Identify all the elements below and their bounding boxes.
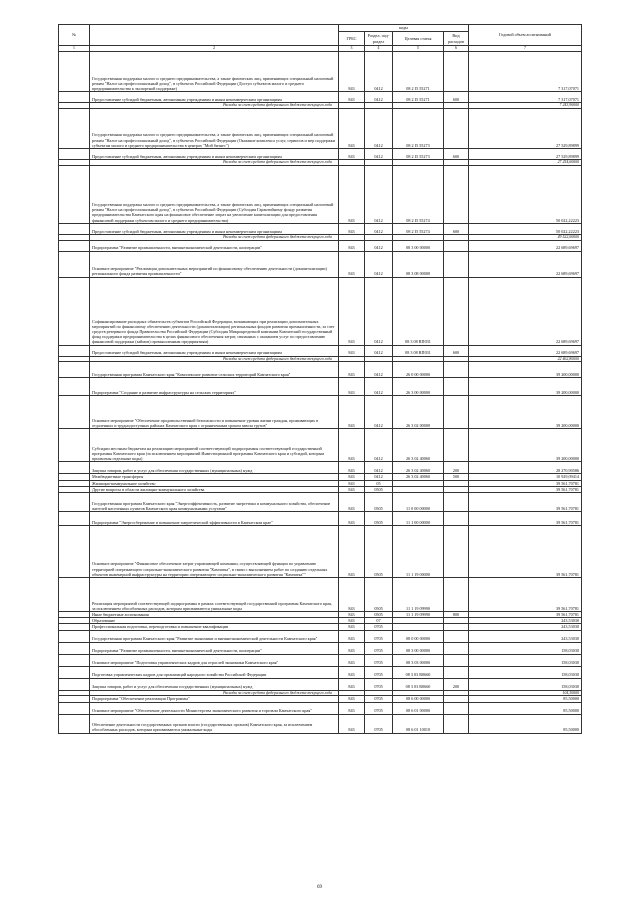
table-row <box>59 277 582 345</box>
budget-table <box>58 24 582 734</box>
target-cell: 26 3 02 40060 <box>393 429 444 462</box>
grbs-cell: 843 <box>339 240 365 251</box>
row-number-cell <box>59 702 90 714</box>
row-number-cell <box>59 240 90 251</box>
table-row <box>59 52 582 92</box>
row-number-cell <box>59 277 90 345</box>
grbs-cell: 843 <box>339 345 365 356</box>
amount-cell: 39 200,00000 <box>469 429 582 462</box>
target-cell: 26 3 00 00000 <box>393 378 444 396</box>
table-row <box>59 345 582 356</box>
row-name-cell: Основное мероприятие "Реализация дополнительных мероприятий по финансовому обеспечению деятельности (докапитализации) регионального фонда развития промышленности" <box>90 251 339 277</box>
grbs-cell: 843 <box>339 429 365 462</box>
target-cell: 08 3 03 R0660 <box>393 666 444 678</box>
amount-cell: 22 689,69697 <box>469 277 582 345</box>
table-row <box>59 526 582 578</box>
vid-cell <box>444 714 469 733</box>
vid-cell <box>444 362 469 378</box>
budget-table-sheet <box>58 24 581 734</box>
index-cell: 7 <box>469 46 582 52</box>
target-cell: 08 2 I5 55274 <box>393 165 444 223</box>
razdel-cell: 0412 <box>365 223 393 234</box>
grbs-cell: 843 <box>339 109 365 149</box>
vid-cell <box>444 642 469 654</box>
target-cell: 08 3 08 00000 <box>393 251 444 277</box>
target-cell: 08 3 00 00000 <box>393 642 444 654</box>
row-number-cell <box>59 630 90 642</box>
vid-cell <box>444 251 469 277</box>
target-cell: 08 2 I5 55274 <box>393 223 444 234</box>
amount-cell: 27 254,60000 <box>469 160 582 166</box>
grbs-cell: 843 <box>339 618 365 624</box>
amount-cell: 39 561,70781 <box>469 578 582 612</box>
vid-cell <box>444 578 469 612</box>
grbs-cell: 843 <box>339 486 365 492</box>
razdel-cell: 0705 <box>365 702 393 714</box>
row-name-cell: Подпрограмма "Развитие промышленности, внешнеэкономической деятельности, кооперации" <box>90 642 339 654</box>
vid-cell <box>444 52 469 92</box>
index-cell: 5 <box>393 46 444 52</box>
header-target: Целевая статья <box>393 32 444 46</box>
target-cell: 08 3 03 00000 <box>393 654 444 666</box>
target-cell: 08 3 08 RП031 <box>393 277 444 345</box>
row-name-cell: Обеспечение деятельности государственных органов власти (государственных органов) Камчатского края, за исключением обособленных расходов, которым присваиваются уникальные коды <box>90 714 339 733</box>
vid-cell <box>444 396 469 429</box>
amount-cell: 27 529,89899 <box>469 109 582 149</box>
amount-cell: 10 929,09414 <box>469 474 582 480</box>
grbs-cell: 843 <box>339 642 365 654</box>
amount-cell: 39 561,70781 <box>469 493 582 512</box>
amount-cell: 39 200,00000 <box>469 378 582 396</box>
row-name-cell: Предоставление субсидий бюджетным, автономным учреждениям и иным некоммерческим организациям <box>90 223 339 234</box>
target-cell: 08 3 03 R0660 <box>393 678 444 690</box>
razdel-cell: 0705 <box>365 666 393 678</box>
amount-cell: 28 270,90586 <box>469 462 582 474</box>
table-row <box>59 666 582 678</box>
vid-cell <box>444 240 469 251</box>
grbs-cell: 843 <box>339 462 365 474</box>
amount-cell: 85,50000 <box>469 696 582 702</box>
target-cell: 08 6 00 00000 <box>393 696 444 702</box>
target-cell: 08 2 I5 55273 <box>393 109 444 149</box>
row-name-cell: Субсидии местным бюджетам на реализацию мероприятий соответствующей подпрограммы соответствующей государственной программы Камчатского края (за исключением мероприятий Инвестиционной программы Камчатского края и субсидий, которым присвоены отдельные коды) <box>90 429 339 462</box>
table-row <box>59 493 582 512</box>
row-number-cell <box>59 396 90 429</box>
row-name-cell: Государственная поддержка малого и среднего предпринимательства, а также физических лиц, применяющих специальный налоговый режим "Налог на профессиональный доход", в субъектах Российской Федерации (Оказание комплекса услуг, сервисов и мер поддержки субъектам малого и среднего предпринимательства в центрах "Мой бизнес") <box>90 109 339 149</box>
row-name-cell: Основное мероприятие "Финансовое обеспечение затрат управляющей компании, осуществляющей функции по управлению территорией опережающего социально-экономического развития "Камчатка", в связи с выполнением работ по созданию отдельных объектов инженерной инфраструктуры на территории опережающего социально-экономического развития "Камчатка"" <box>90 526 339 578</box>
target-cell: 08 6 01 10010 <box>393 714 444 733</box>
vid-cell <box>444 630 469 642</box>
razdel-cell: 0412 <box>365 92 393 103</box>
amount-cell: 39 200,00000 <box>469 396 582 429</box>
row-number-cell <box>59 512 90 526</box>
amount-cell: 39 561,70781 <box>469 512 582 526</box>
razdel-cell: 0412 <box>365 240 393 251</box>
row-name-cell: Расходы за счет средств федерального бюджета текущего года <box>90 103 339 109</box>
grbs-cell: 843 <box>339 52 365 92</box>
grbs-cell: 843 <box>339 378 365 396</box>
razdel-cell: 0412 <box>365 362 393 378</box>
row-number-cell <box>59 251 90 277</box>
table-row <box>59 149 582 160</box>
grbs-cell: 843 <box>339 654 365 666</box>
row-number-cell <box>59 526 90 578</box>
grbs-cell: 843 <box>339 277 365 345</box>
razdel-cell: 0705 <box>365 714 393 733</box>
amount-cell: 243,53030 <box>469 618 582 624</box>
grbs-cell: 843 <box>339 474 365 480</box>
row-name-cell: Предоставление субсидий бюджетным, автономным учреждениям и иным некоммерческим организациям <box>90 149 339 160</box>
vid-cell: 200 <box>444 678 469 690</box>
header-row-top <box>59 25 582 32</box>
row-number-cell <box>59 429 90 462</box>
index-cell: 3 <box>339 46 365 52</box>
razdel-cell: 0505 <box>365 512 393 526</box>
grbs-cell: 843 <box>339 578 365 612</box>
target-cell: 08 2 I5 55271 <box>393 92 444 103</box>
razdel-cell: 0412 <box>365 378 393 396</box>
razdel-cell: 0412 <box>365 165 393 223</box>
amount-cell: 22 689,69697 <box>469 345 582 356</box>
grbs-cell: 843 <box>339 493 365 512</box>
amount-cell: 158,03030 <box>469 642 582 654</box>
table-row <box>59 702 582 714</box>
grbs-cell: 843 <box>339 480 365 486</box>
amount-cell: 27 529,89899 <box>469 149 582 160</box>
table-row <box>59 462 582 474</box>
header-grbs: ГРБС <box>339 32 365 46</box>
amount-cell: 49 522,00000 <box>469 234 582 240</box>
target-cell: 11 1 19 09990 <box>393 612 444 618</box>
razdel-cell: 0705 <box>365 654 393 666</box>
index-cell: 6 <box>444 46 469 52</box>
row-number-cell <box>59 714 90 733</box>
row-number-cell <box>59 52 90 92</box>
razdel-cell: 0705 <box>365 642 393 654</box>
row-number-cell <box>59 223 90 234</box>
vid-cell <box>444 666 469 678</box>
vid-cell <box>444 429 469 462</box>
table-row <box>59 578 582 612</box>
target-cell: 26 3 02 40060 <box>393 462 444 474</box>
vid-cell <box>444 512 469 526</box>
grbs-cell: 843 <box>339 702 365 714</box>
grbs-cell: 843 <box>339 149 365 160</box>
row-name-cell: Подпрограмма "Обеспечение реализации Программы" <box>90 696 339 702</box>
razdel-cell: 0705 <box>365 678 393 690</box>
row-name-cell: Основное мероприятие "Обеспечение продовольственной безопасности и повышение уровня жизни граждан, проживающих в отдаленных и труднодоступных районах Камчатского края с ограниченным сроком завоза грузов" <box>90 396 339 429</box>
amount-cell: 50 022,22223 <box>469 165 582 223</box>
row-name-cell: Основное мероприятие "Обеспечение деятельности Министерства экономического развития и торговли Камчатского края" <box>90 702 339 714</box>
row-name-cell: Реализация мероприятий соответствующей подпрограммы в рамках соответствующей государственной программы Камчатского края, за исключением обособленных расходов, которым присваиваются уникальные коды <box>90 578 339 612</box>
table-row <box>59 251 582 277</box>
row-name-cell: Закупка товаров, работ и услуг для обеспечения государственных (муниципальных) нужд <box>90 462 339 474</box>
index-cell: 1 <box>59 46 90 52</box>
target-cell: 11 1 19 09990 <box>393 578 444 612</box>
row-name-cell: Подготовка управленческих кадров для организаций народного хозяйства Российской Федерации <box>90 666 339 678</box>
vid-cell <box>444 378 469 396</box>
row-name-cell: Подпрограмма "Развитие промышленности, внешнеэкономической деятельности, кооперации" <box>90 240 339 251</box>
razdel-cell: 0412 <box>365 52 393 92</box>
grbs-cell: 843 <box>339 696 365 702</box>
vid-cell: 600 <box>444 149 469 160</box>
row-name-cell: Расходы за счет средств федерального бюджета текущего года <box>90 690 339 696</box>
amount-cell: 158,03030 <box>469 678 582 690</box>
amount-cell: 39 561,70781 <box>469 486 582 492</box>
target-cell: 08 3 08 RП031 <box>393 345 444 356</box>
amount-cell: 7 317,07071 <box>469 92 582 103</box>
row-name-cell: Межбюджетные трансферты <box>90 474 339 480</box>
razdel-cell: 05 <box>365 480 393 486</box>
row-name-cell: Расходы за счет средств федерального бюджета текущего года <box>90 356 339 362</box>
razdel-cell: 0412 <box>365 396 393 429</box>
row-number-cell <box>59 378 90 396</box>
header-razdel: Раздел, под-раздел <box>365 32 393 46</box>
header-name <box>90 25 339 46</box>
table-row <box>59 109 582 149</box>
amount-cell: 39 200,00000 <box>469 362 582 378</box>
razdel-cell: 0705 <box>365 696 393 702</box>
page-number: 69 <box>317 885 322 890</box>
row-name-cell: Государственная поддержка малого и среднего предпринимательства, а также физических лиц, применяющих специальный налоговый режим "Налог на профессиональный доход", в субъектах Российской Федерации (Доступ субъектов малого и среднего предпринимательства к экспортной поддержке) <box>90 52 339 92</box>
razdel-cell: 0505 <box>365 486 393 492</box>
razdel-cell: 0705 <box>365 624 393 630</box>
amount-cell: 158,03030 <box>469 666 582 678</box>
razdel-cell: 0505 <box>365 526 393 578</box>
row-name-cell: Жилищно-коммунальное хозяйство <box>90 480 339 486</box>
vid-cell: 600 <box>444 92 469 103</box>
target-cell: 08 6 01 00000 <box>393 702 444 714</box>
index-cell: 4 <box>365 46 393 52</box>
row-name-cell: Образование <box>90 618 339 624</box>
vid-cell <box>444 493 469 512</box>
header-amount: Годовой объем ассигнований <box>469 25 582 46</box>
row-name-cell: Подпрограмма "Энергосбережение и повышение энергетической эффективности в Камчатском крае" <box>90 512 339 526</box>
table-row <box>59 165 582 223</box>
target-cell: 11 1 19 00000 <box>393 526 444 578</box>
row-number-cell <box>59 462 90 474</box>
target-cell: 11 0 00 00000 <box>393 493 444 512</box>
grbs-cell: 843 <box>339 526 365 578</box>
table-row <box>59 654 582 666</box>
amount-cell: 22 462,80000 <box>469 356 582 362</box>
grbs-cell: 843 <box>339 92 365 103</box>
row-number-cell <box>59 493 90 512</box>
row-name-cell: Расходы за счет средств федерального бюджета текущего года <box>90 160 339 166</box>
amount-cell: 39 561,70781 <box>469 612 582 618</box>
table-row <box>59 642 582 654</box>
razdel-cell: 0412 <box>365 429 393 462</box>
table-body <box>59 46 582 734</box>
razdel-cell: 0412 <box>365 109 393 149</box>
row-name-cell: Государственная программа Камчатского края "Энергоэффективность, развитие энергетики и коммунального хозяйства, обеспечение жителей населенных пунктов Камчатского края коммунальными услугами" <box>90 493 339 512</box>
table-row <box>59 678 582 690</box>
grbs-cell: 843 <box>339 624 365 630</box>
table-row <box>59 512 582 526</box>
row-name-cell: Подпрограмма "Создание и развитие инфраструктуры на сельских территориях" <box>90 378 339 396</box>
vid-cell <box>444 654 469 666</box>
vid-cell <box>444 526 469 578</box>
table-row <box>59 378 582 396</box>
razdel-cell: 0412 <box>365 345 393 356</box>
row-number-cell <box>59 578 90 612</box>
row-name-cell: Предоставление субсидий бюджетным, автономным учреждениям и иным некоммерческим организациям <box>90 345 339 356</box>
razdel-cell: 0412 <box>365 474 393 480</box>
razdel-cell: 0505 <box>365 493 393 512</box>
vid-cell: 600 <box>444 345 469 356</box>
grbs-cell: 843 <box>339 678 365 690</box>
vid-cell: 200 <box>444 462 469 474</box>
grbs-cell: 843 <box>339 666 365 678</box>
header-vid: Вид расходов <box>444 32 469 46</box>
row-number-cell <box>59 165 90 223</box>
grbs-cell: 843 <box>339 396 365 429</box>
amount-cell: 39 561,70781 <box>469 526 582 578</box>
target-cell: 26 3 02 00000 <box>393 396 444 429</box>
row-name-cell: Другие вопросы в области жилищно-коммунального хозяйства <box>90 486 339 492</box>
row-name-cell: Расходы за счет средств федерального бюджета текущего года <box>90 234 339 240</box>
razdel-cell: 07 <box>365 618 393 624</box>
row-name-cell: Закупка товаров, работ и услуг для обеспечения государственных (муниципальных) нужд <box>90 678 339 690</box>
row-name-cell: Основное мероприятие "Подготовка управленческих кадров для отраслей экономики Камчатского края" <box>90 654 339 666</box>
razdel-cell: 0412 <box>365 251 393 277</box>
row-number-cell <box>59 92 90 103</box>
amount-cell: 22 689,69697 <box>469 251 582 277</box>
row-number-cell <box>59 149 90 160</box>
vid-cell: 800 <box>444 612 469 618</box>
row-name-cell: Государственная программа Камчатского края "Развитие экономики и внешнеэкономической деятельности Камчатского края" <box>90 630 339 642</box>
row-number-cell <box>59 109 90 149</box>
amount-cell: 22 689,69697 <box>469 240 582 251</box>
amount-cell: 104,30000 <box>469 690 582 696</box>
amount-cell: 243,53030 <box>469 630 582 642</box>
grbs-cell: 843 <box>339 714 365 733</box>
table-row <box>59 223 582 234</box>
vid-cell <box>444 109 469 149</box>
row-name-cell: Государственная программа Камчатского края "Комплексное развитие сельских территорий Камчатского края" <box>90 362 339 378</box>
vid-cell <box>444 277 469 345</box>
amount-cell: 7 317,07071 <box>469 52 582 92</box>
row-number-cell <box>59 654 90 666</box>
table-row <box>59 630 582 642</box>
grbs-cell: 843 <box>339 251 365 277</box>
target-cell: 08 3 00 00000 <box>393 240 444 251</box>
row-name-cell: Профессиональная подготовка, переподготовка и повышение квалификации <box>90 624 339 630</box>
grbs-cell: 843 <box>339 223 365 234</box>
table-row <box>59 92 582 103</box>
target-cell: 08 2 I5 55271 <box>393 52 444 92</box>
row-number-cell <box>59 642 90 654</box>
amount-cell: 85,50000 <box>469 702 582 714</box>
grbs-cell: 843 <box>339 630 365 642</box>
vid-cell: 600 <box>444 223 469 234</box>
row-number-cell <box>59 666 90 678</box>
amount-cell: 158,03030 <box>469 654 582 666</box>
row-number-cell <box>59 362 90 378</box>
razdel-cell: 0505 <box>365 578 393 612</box>
amount-cell: 85,50000 <box>469 714 582 733</box>
grbs-cell: 843 <box>339 362 365 378</box>
vid-cell <box>444 165 469 223</box>
vid-cell <box>444 702 469 714</box>
amount-cell: 50 022,22223 <box>469 223 582 234</box>
grbs-cell: 843 <box>339 512 365 526</box>
table-row <box>59 429 582 462</box>
row-name-cell: Софинансирование расходных обязательств субъектов Российской Федерации, возникающих при реализации дополнительных мероприятий по финансовому обеспечению деятельности (докапитализации) региональных фондов развития промышленности, за счет средств резервного фонда Правительства Российской Федерации (Субсидия Микрокредитной компании Камчатский государственный фонд поддержки предпринимательства в целях финансового обеспечения затрат, связанных с оказанием услуг по предоставлению финансовой поддержки (займов) промышленным предприятиям) <box>90 277 339 345</box>
header-num: № <box>59 25 90 46</box>
row-name-cell: Предоставление субсидий бюджетным, автономным учреждениям и иным некоммерческим организациям <box>90 92 339 103</box>
index-cell: 2 <box>90 46 339 52</box>
vid-cell: 500 <box>444 474 469 480</box>
target-cell: 11 1 00 00000 <box>393 512 444 526</box>
table-row <box>59 362 582 378</box>
amount-cell: 7 243,90000 <box>469 103 582 109</box>
razdel-cell: 0705 <box>365 630 393 642</box>
target-cell: 26 0 00 00000 <box>393 362 444 378</box>
row-name-cell: Государственная поддержка малого и среднего предпринимательства, а также физических лиц, применяющих специальный налоговый режим "Налог на профессиональный доход", в субъектах Российской Федерации (Субсидия Гарантийному фонду развития предпринимательства Камчатского края на финансовое обеспечение затрат на увеличение капитализации для предоставления финансовой поддержки субъектам малого и среднего предпринимательства) <box>90 165 339 223</box>
row-number-cell <box>59 345 90 356</box>
grbs-cell: 843 <box>339 165 365 223</box>
amount-cell: 243,53030 <box>469 624 582 630</box>
razdel-cell: 0505 <box>365 612 393 618</box>
grbs-cell: 843 <box>339 612 365 618</box>
razdel-cell: 0412 <box>365 462 393 474</box>
razdel-cell: 0412 <box>365 277 393 345</box>
table-row <box>59 396 582 429</box>
amount-cell: 39 561,70781 <box>469 480 582 486</box>
target-cell: 26 3 02 40060 <box>393 474 444 480</box>
header-codes: коды <box>339 25 469 32</box>
target-cell: 08 2 I5 55273 <box>393 149 444 160</box>
target-cell: 08 0 00 00000 <box>393 630 444 642</box>
row-name-cell: Иные бюджетные ассигнования <box>90 612 339 618</box>
razdel-cell: 0412 <box>365 149 393 160</box>
row-number-cell <box>59 678 90 690</box>
table-row <box>59 240 582 251</box>
table-row <box>59 714 582 733</box>
